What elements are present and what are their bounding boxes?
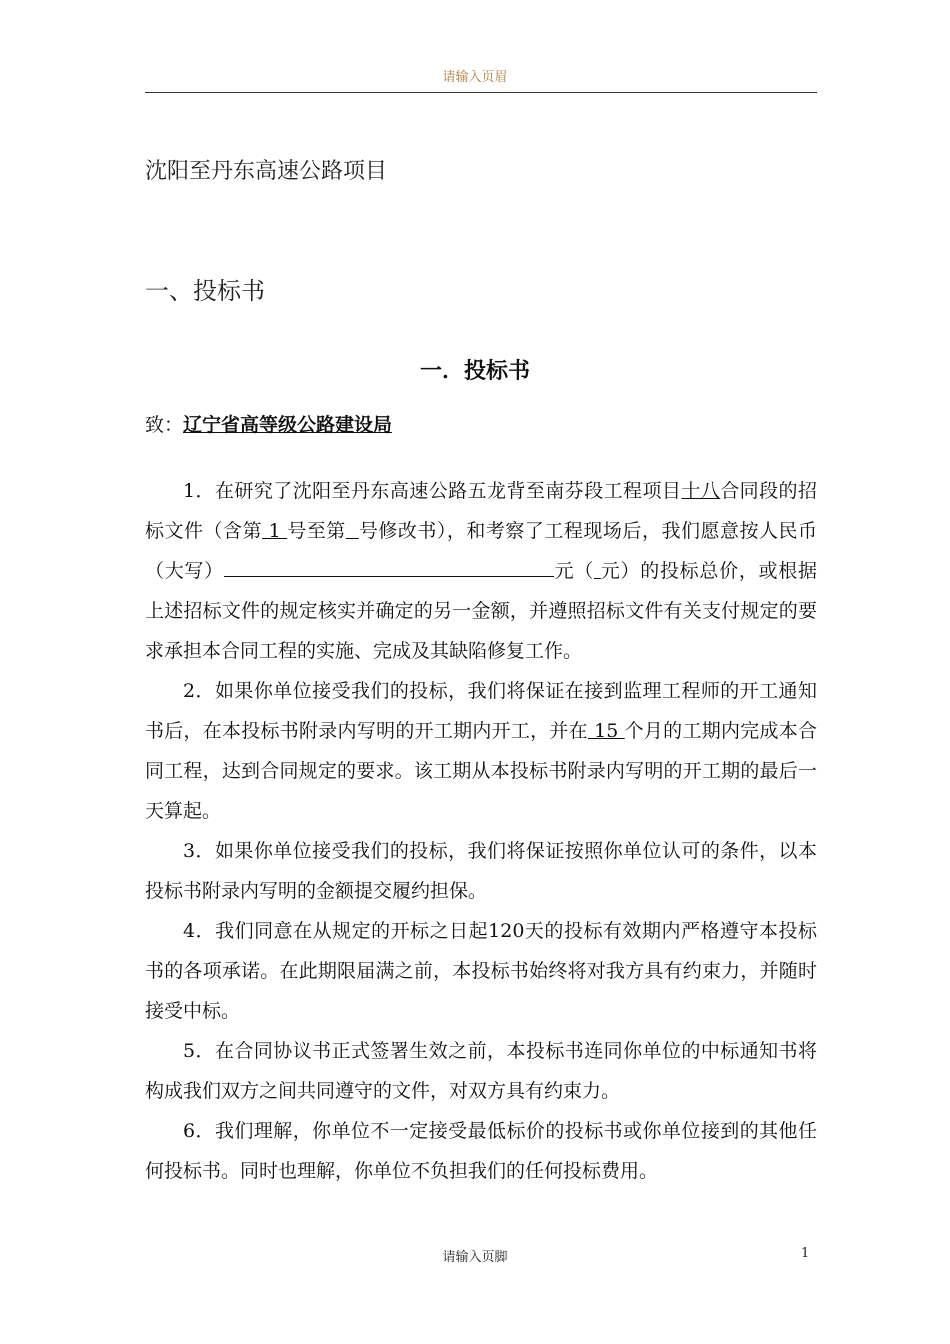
header-rule [145,92,817,93]
contract-number: 十八 [681,480,721,502]
para1-text-d: 号修改书），和考察了工程现场后，我们愿意按人民币（大写） [145,520,817,582]
amount-figure-blank [594,560,601,582]
addressee-name: 辽宁省高等级公路建设局 [183,414,393,436]
paragraph-3: 3．如果你单位接受我们的投标，我们将保证按照你单位认可的条件，以本投标书附录内写明的金额提交履约担保。 [145,840,817,902]
page-number: 1 [801,1246,810,1261]
para2-text-b: 个月的工期内完成本合同工程，达到合同规定的要求。该工期从本投标书附录内写明的开工期的最后一天算起。 [145,720,817,822]
addressee-prefix: 致： [145,414,184,436]
paragraph-2 [145,671,817,831]
duration-months: 15 [587,720,625,742]
amount-blank [224,558,554,577]
project-title: 沈阳至丹东高速公路项目 [145,159,388,184]
paragraph-1 [145,471,817,671]
amendment-from: 1 [262,520,288,542]
amendment-to [346,520,359,542]
para1-text-a: 1．在研究了沈阳至丹东高速公路五龙背至南芬段工程项目 [183,480,682,502]
paragraph-6: 6．我们理解，你单位不一定接受最低标价的投标书或你单位接到的其他任何投标书。同时也理解，你单位不负担我们的任何投标费用。 [145,1120,817,1182]
page-header: 请输入页眉 [442,70,508,85]
para1-text-f: 元）的投标总价，或根据上述招标文件的规定核实并确定的另一金额，并遵照招标文件有关支付规定的要求承担本合同工程的实施、完成及其缺陷修复工作。 [145,560,817,662]
body-text [145,471,817,1191]
para2-text-a: 2．如果你单位接受我们的投标，我们将保证在接到监理工程师的开工通知书后，在本投标书附录内写明的开工期内开工，并在 [145,680,817,742]
para1-text-c: 号至第 [287,520,346,542]
document-title: 一．投标书 [419,359,530,384]
section-heading: 一、投标书 [145,277,265,305]
paragraph-5: 5．在合同协议书正式签署生效之前，本投标书连同你单位的中标通知书将构成我们双方之间共同遵守的文件，对双方具有约束力。 [145,1040,817,1102]
para1-text-e: 元（ [553,560,595,582]
addressee-line [145,410,392,437]
paragraph-4: 4．我们同意在从规定的开标之日起120天的投标有效期内严格遵守本投标书的各项承诺。在此期限届满之前，本投标书始终将对我方具有约束力，并随时接受中标。 [145,920,817,1022]
page-footer: 请输入页脚 [442,1250,508,1265]
para1-text-b: 合同段的招标文件（含第 [145,480,817,542]
